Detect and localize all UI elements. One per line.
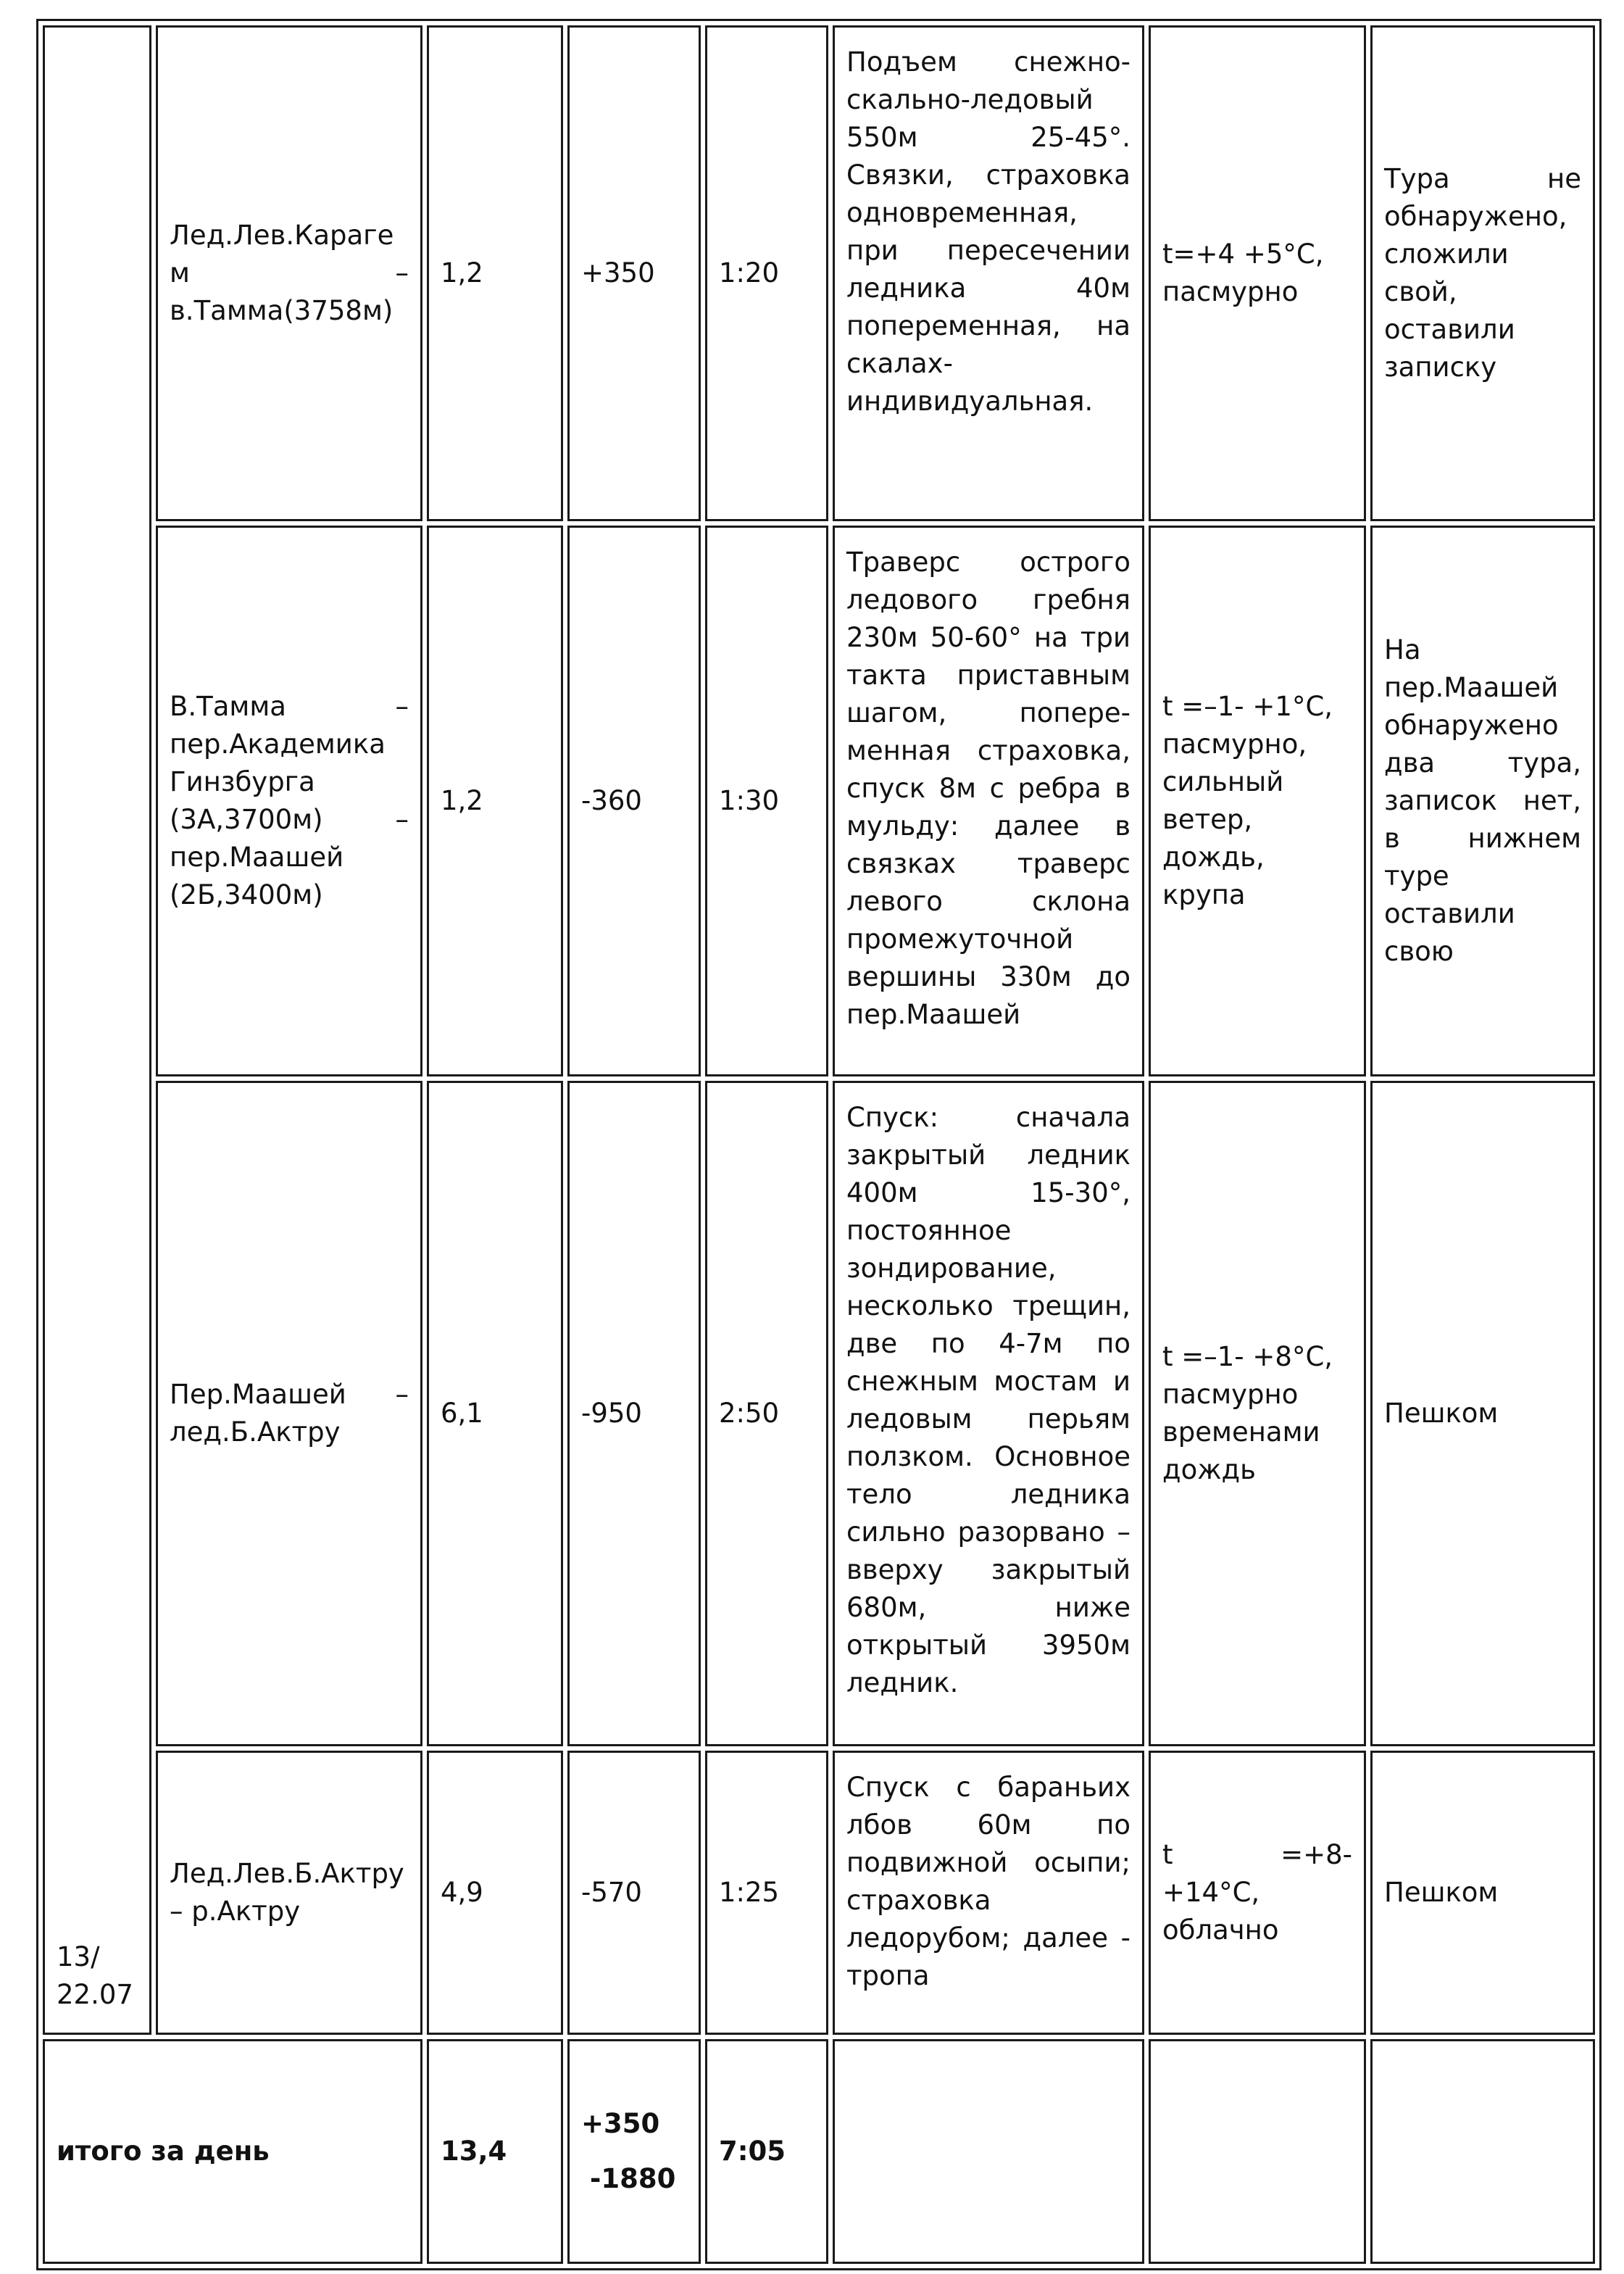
description-cell: Подъем снежно-скально-ледовый 550м 25-45°. Связки, страховка одновременная, при пересечении ледника 40м попеременная, на скалах-индивидуальная. [833,25,1144,521]
table-row [43,1081,1595,1746]
total-elevation [567,2039,701,2264]
description-cell: Спуск с бараньих лбов 60м по подвижной осыпи; страховка ледорубом; далее - тропа [833,1751,1144,2035]
segment-cell: Лед.Лев.Караге м – в.Тамма(3758м) [156,25,422,521]
elevation-cell: -950 [567,1081,701,1746]
distance-cell: 1,2 [427,526,563,1076]
notes-cell: На пер.Маашей обнаружено два тура, записок нет, в нижнем туре оставили свою [1370,526,1595,1076]
notes-cell: Тура не обнаружено, сложили свой, оставили записку [1370,25,1595,521]
elevation-cell: +350 [567,25,701,521]
total-elevation-down: -1880 [590,2163,676,2194]
notes-cell: Пешком [1370,1751,1595,2035]
total-description-empty [833,2039,1144,2264]
distance-cell: 6,1 [427,1081,563,1746]
time-cell: 1:25 [705,1751,828,2035]
segment-cell: В.Тамма – пер.Академика Гинзбурга (3А,3700м) – пер.Маашей (2Б,3400м) [156,526,422,1076]
total-label: итого за день [43,2039,422,2264]
weather-cell: t =+8- +14°С, облачно [1149,1751,1366,2035]
weather-cell: t =–1- +1°С, пасмурно, сильный ветер, дождь, крупа [1149,526,1366,1076]
total-notes-empty [1370,2039,1595,2264]
total-weather-empty [1149,2039,1366,2264]
distance-cell: 4,9 [427,1751,563,2035]
total-row [43,2039,1595,2264]
segment-cell: Лед.Лев.Б.Актру – р.Актру [156,1751,422,2035]
time-cell: 1:30 [705,526,828,1076]
time-cell: 1:20 [705,25,828,521]
weather-cell: t =–1- +8°С, пасмурно временами дождь [1149,1081,1366,1746]
table-row [43,526,1595,1076]
total-time: 7:05 [705,2039,828,2264]
total-distance: 13,4 [427,2039,563,2264]
total-elevation-up: +350 [581,2108,660,2139]
segment-cell: Пер.Маашей – лед.Б.Актру [156,1081,422,1746]
weather-cell: t=+4 +5°С, пасмурно [1149,25,1366,521]
table-row [43,25,1595,521]
distance-cell: 1,2 [427,25,563,521]
notes-cell: Пешком [1370,1081,1595,1746]
elevation-cell: -570 [567,1751,701,2035]
elevation-cell: -360 [567,526,701,1076]
description-cell: Траверс острого ледового гребня 230м 50-60° на три такта приставным шагом, попере-менная страховка, спуск 8м с ребра в мульду: далее в связках траверс левого склона промежуточной вершины 330м до пер.Маашей [833,526,1144,1076]
route-log-table [36,19,1602,2270]
table-row [43,1751,1595,2035]
time-cell: 2:50 [705,1081,828,1746]
description-cell: Спуск: сначала закрытый ледник 400м 15-30°, постоянное зондирование, несколько трещин, две по 4-7м по снежным мостам и ледовым перьям ползком. Основное тело ледника сильно разорвано – вверху закрытый 680м, ниже открытый 3950м ледник. [833,1081,1144,1746]
date-cell: 13/ 22.07 [43,25,151,2035]
